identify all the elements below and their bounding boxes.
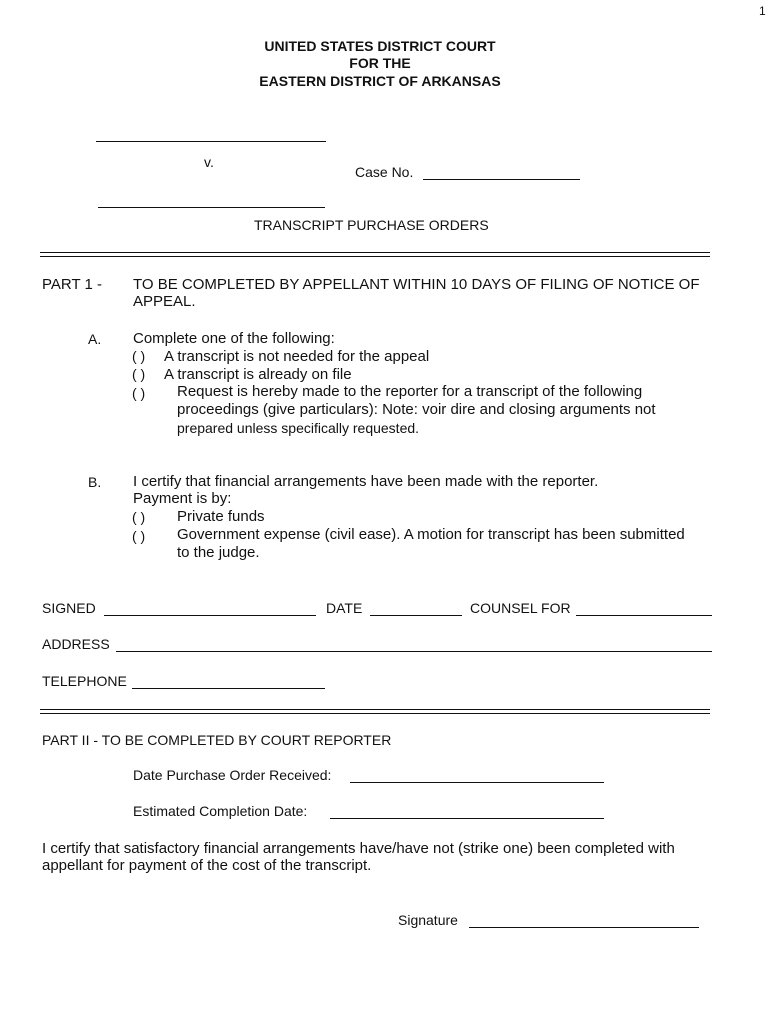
telephone-label: TELEPHONE <box>42 673 127 689</box>
option-government-text-2: to the judge. <box>177 544 260 561</box>
checkbox-on-file[interactable]: ( ) <box>132 366 146 382</box>
option-government-text: Government expense (civil ease). A motion for transcript has been submitted <box>177 526 685 543</box>
part2-heading: PART II - TO BE COMPLETED BY COURT REPORTER <box>42 732 392 748</box>
checkbox-private-funds[interactable]: ( ) <box>132 509 146 525</box>
double-rule-bottom <box>40 709 710 714</box>
address-line[interactable] <box>116 651 712 652</box>
option-request-text-3: prepared unless specifically requested. <box>177 420 420 436</box>
date-label: DATE <box>326 600 363 616</box>
court-district: EASTERN DISTRICT OF ARKANSAS <box>259 73 501 89</box>
section-a-intro: Complete one of the following: <box>133 330 335 347</box>
case-no-line[interactable] <box>423 179 580 180</box>
option-on-file-text: A transcript is already on file <box>164 366 352 383</box>
signed-label: SIGNED <box>42 600 96 616</box>
option-not-needed-text: A transcript is not needed for the appeal <box>164 348 430 365</box>
date-received-label: Date Purchase Order Received: <box>133 767 332 783</box>
option-request-text-2: proceedings (give particulars): Note: voir dire and closing arguments not <box>177 401 656 418</box>
defendant-line[interactable] <box>98 207 325 208</box>
completion-date-line[interactable] <box>330 818 604 819</box>
option-private-funds-text: Private funds <box>177 508 265 525</box>
part1-heading: TO BE COMPLETED BY APPELLANT WITHIN 10 DAYS OF FILING OF NOTICE OF <box>133 276 700 293</box>
part1-label: PART 1 - <box>42 276 103 293</box>
form-title: TRANSCRIPT PURCHASE ORDERS <box>254 217 489 233</box>
signature-label: Signature <box>398 912 458 928</box>
court-name: UNITED STATES DISTRICT COURT <box>264 38 496 54</box>
section-b-letter: B. <box>88 474 102 490</box>
case-no-label: Case No. <box>355 164 414 180</box>
versus-text: v. <box>204 154 214 170</box>
part1-heading-cont: APPEAL. <box>133 293 196 310</box>
date-line[interactable] <box>370 615 462 616</box>
certify-text: I certify that satisfactory financial arrangements have/have not (strike one) been completed with <box>42 840 675 857</box>
double-rule-top <box>40 252 710 257</box>
completion-date-label: Estimated Completion Date: <box>133 803 308 819</box>
plaintiff-line[interactable] <box>96 141 326 142</box>
checkbox-government-expense[interactable]: ( ) <box>132 528 146 544</box>
section-a-letter: A. <box>88 331 102 347</box>
checkbox-request[interactable]: ( ) <box>132 385 146 401</box>
signed-line[interactable] <box>104 615 316 616</box>
signature-line[interactable] <box>469 927 699 928</box>
date-received-line[interactable] <box>350 782 604 783</box>
page-number: 1 <box>759 4 766 18</box>
telephone-line[interactable] <box>132 688 325 689</box>
section-b-certify: I certify that financial arrangements have been made with the reporter. <box>133 473 599 490</box>
court-for-the: FOR THE <box>349 55 411 71</box>
checkbox-not-needed[interactable]: ( ) <box>132 348 146 364</box>
counsel-for-line[interactable] <box>576 615 712 616</box>
section-b-payment: Payment is by: <box>133 490 232 507</box>
certify-text-2: appellant for payment of the cost of the transcript. <box>42 857 372 874</box>
counsel-for-label: COUNSEL FOR <box>470 600 571 616</box>
address-label: ADDRESS <box>42 636 110 652</box>
option-request-text: Request is hereby made to the reporter for a transcript of the following <box>177 383 643 400</box>
